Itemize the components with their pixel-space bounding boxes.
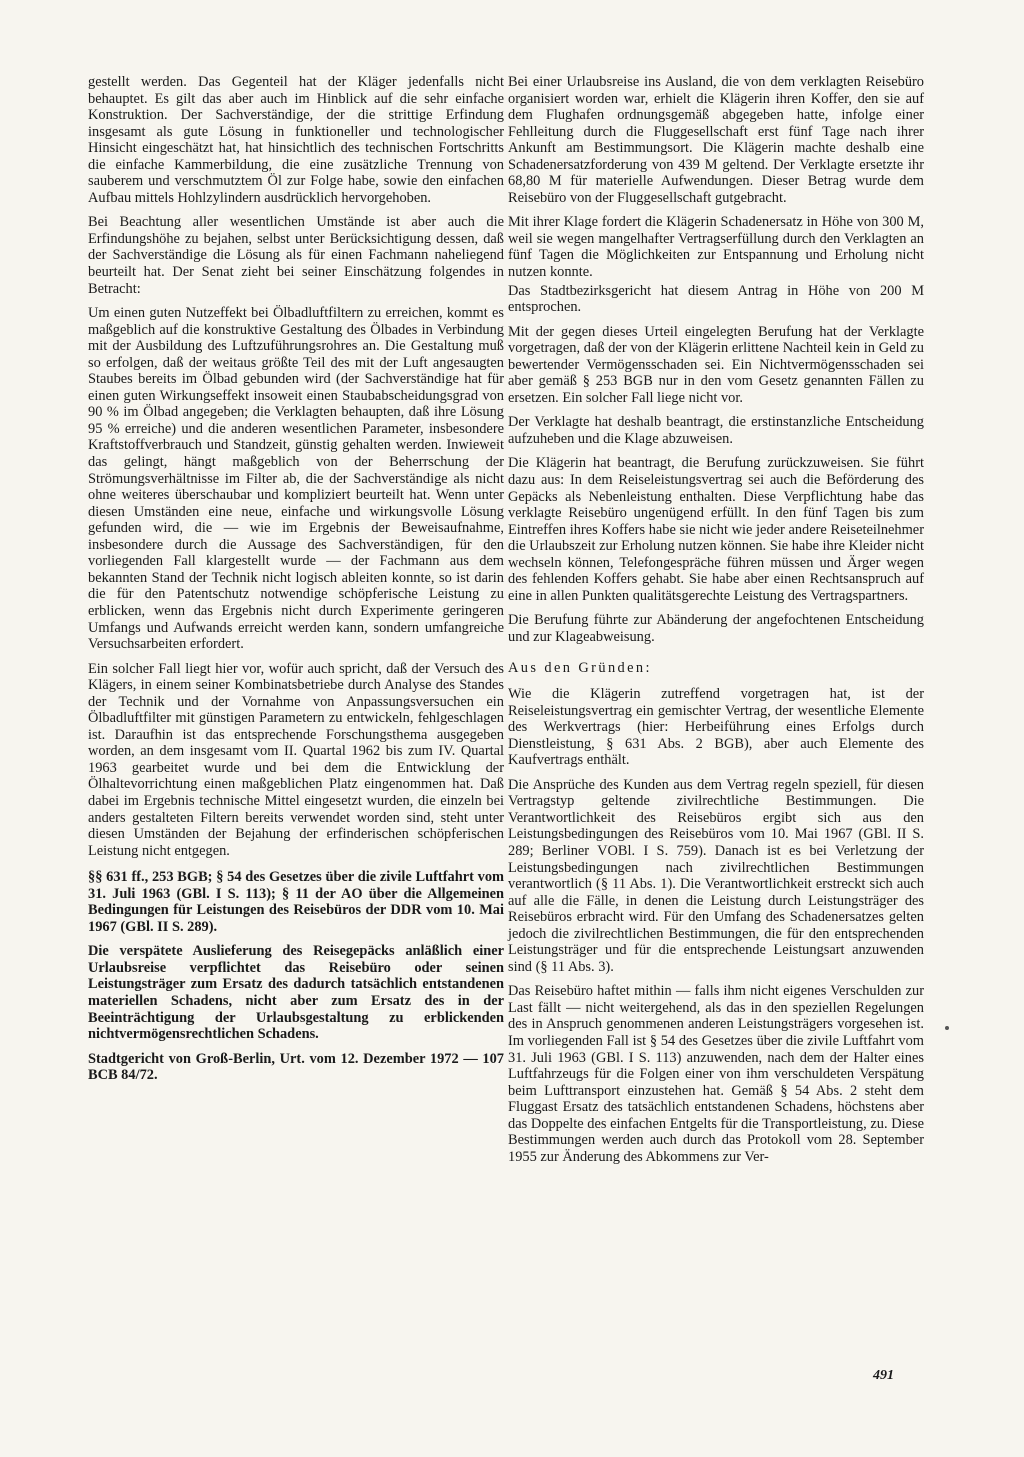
headnote-citation: §§ 631 ff., 253 BGB; § 54 des Gesetzes über die zivile Luftfahrt vom 31. Juli 1963 (GBl. I S. 113); § 11 der AO über die Allgemeinen Bedingungen für Leistungen des Reisebüros der DDR vom 10. Mai 1967 (GBl. II S. 289). xyxy=(88,869,504,935)
headnote-court: Stadtgericht von Groß-Berlin, Urt. vom 12. Dezember 1972 — 107 BCB 84/72. xyxy=(88,1050,504,1084)
left-paragraph-4: Ein solcher Fall liegt hier vor, wofür auch spricht, daß der Versuch des Klägers, in einem seiner Kombinatsbetriebe durch Analyse des Standes der Technik und der Vornahme von Anpassungsversuchen ein Ölbadluftfilter mit günstigen Parametern zu entwickeln, fehlgeschlagen ist. Daraufhin ist das entsprechende Forschungsthema ausgegeben worden, an dem insgesamt vom II. Quartal 1962 bis zum IV. Quartal 1963 gearbeitet wurde und bei dem die Entwicklung der Ölhaltevorrichtung einen maßgeblichen Platz eingenommen hat. Daß dabei im Ergebnis technische Mittel eingesetzt wurden, die einzeln bei anders gestalteten Filtern bereits verwendet worden sind, steht unter diesen Umständen der Bejahung der erfinderischen schöpferischen Leistung nicht entgegen. xyxy=(88,660,504,859)
scan-speck xyxy=(945,1026,949,1030)
right-paragraph-1: Bei einer Urlaubsreise ins Ausland, die von dem verklagten Reisebüro organisiert worden war, erhielt die Klägerin ihren Koffer, den sie auf dem Flughafen ordnungsgemäß abgegeben hatte, infolge einer Fehlleitung durch die Fluggesellschaft erst fünf Tage nach ihrer Ankunft am Bestimmungsort. Die Klägerin machte deshalb eine Schadenersatzforderung von 439 M geltend. Der Verklagte ersetzte ihr 68,80 M für materielle Aufwendungen. Dieser Betrag wurde dem Reisebüro von der Fluggesellschaft gutgebracht. xyxy=(508,74,924,206)
right-paragraph-6: Die Klägerin hat beantragt, die Berufung zurückzuweisen. Sie führt dazu aus: In dem Reiseleistungsvertrag sei auch die Beförderung des Gepäcks als Nebenleistung enthalten. Diese Verpflichtung habe das verklagte Reisebüro ungenügend erfüllt. In den fünf Tagen bis zum Eintreffen ihres Koffers habe sie nicht wie jeder andere Reiseteilnehmer die Urlaubszeit zur Erholung nutzen können. Sie habe ihre Kleider nicht wechseln können, Telefongespräche führen müssen und Ärger wegen des fehlenden Koffers gehabt. Sie habe aber einen Rechtsanspruch auf eine in allen Punkten qualitätsgerechte Leistung des Vertragspartners. xyxy=(508,455,924,604)
right-paragraph-3: Das Stadtbezirksgericht hat diesem Antrag in Höhe von 200 M entsprochen. xyxy=(508,282,924,316)
right-paragraph-7: Die Berufung führte zur Abänderung der angefochtenen Entscheidung und zur Klageabweisung. xyxy=(508,612,924,645)
reasons-paragraph-3: Das Reisebüro haftet mithin — falls ihm nicht eigenes Verschulden zur Last fällt — nicht weitergehend, als das in den speziellen Regelungen des in Anspruch genommenen anderen Leistungsträgers vorgesehen ist. Im vorliegenden Fall ist § 54 des Gesetzes über die zivile Luftfahrt vom 31. Juli 1963 (GBl. I S. 113) anzuwenden, nach dem der Halter eines Luftfahrzeugs für die Folgen einer von ihm verschuldeten Verspätung beim Lufttransport einzustehen hat. Gemäß § 54 Abs. 2 steht dem Fluggast Ersatz des tatsächlich entstandenen Schadens, höchstens aber das Doppelte des einfachen Entgelts für die Transportleistung, zu. Diese Bestimmungen werden auch durch das Protokoll vom 28. September 1955 zur Änderung des Abkommens zur Ver- xyxy=(508,983,924,1165)
left-paragraph-2: Bei Beachtung aller wesentlichen Umstände ist aber auch die Erfindungshöhe zu bejahen, selbst unter Berücksichtigung dessen, daß der Sachverständige die Lösung als für einen Fachmann naheliegend beurteilt hat. Der Senat zieht bei seiner Einschätzung folgendes in Betracht: xyxy=(88,214,504,297)
reasons-paragraph-2: Die Ansprüche des Kunden aus dem Vertrag regeln speziell, für diesen Vertragstyp geltende zivilrechtliche Bestimmungen. Die Verantwortlichkeit des Reisebüros ergibt sich aus den Leistungsbedingungen des Reisebüros vom 10. Mai 1967 (GBl. II S. 289; Berliner VOBl. I S. 759). Danach ist es bei Verletzung der Leistungsbedingungen nach zivilrechtlichen Bestimmungen verantwortlich (§ 11 Abs. 1). Die Verantwortlichkeit erstreckt sich auch auf alle die Fälle, in denen die Leistung durch Leistungsträger des Reisebüros erbracht wird. Für den Umfang des Schadenersatzes gelten jedoch die zivilrechtlichen Bestimmungen, die für den entsprechenden Leistungsträger und für die entsprechende Leistungsart anzuwenden sind (§ 11 Abs. 3). xyxy=(508,776,924,975)
right-column xyxy=(508,74,924,1173)
reasons-heading: Aus den Gründen: xyxy=(508,659,652,676)
right-paragraph-4: Mit der gegen dieses Urteil eingelegten Berufung hat der Verklagte vorgetragen, daß der von der Klägerin erlittene Nachteil kein in Geld zu bewertender Vermögensschaden sei. Ein Nichtvermögensschaden sei aber gemäß § 253 BGB nur in den vom Gesetz genannten Fällen zu ersetzen. Ein solcher Fall liege nicht vor. xyxy=(508,323,924,406)
right-paragraph-5: Der Verklagte hat deshalb beantragt, die erstinstanzliche Entscheidung aufzuheben und die Klage abzuweisen. xyxy=(508,414,924,447)
reasons-paragraph-1: Wie die Klägerin zutreffend vorgetragen hat, ist der Reiseleistungsvertrag ein gemischter Vertrag, der wesentliche Elemente des Werkvertrags (hier: Herbeiführung eines Erfolgs durch Dienstleistung, § 631 Abs. 2 BGB), aber auch Elemente des Kaufvertrags enthält. xyxy=(508,686,924,769)
left-paragraph-3: Um einen guten Nutzeffekt bei Ölbadluftfiltern zu erreichen, kommt es maßgeblich auf die konstruktive Gestaltung des Ölbades in Verbindung mit der Ausbildung des Luftzuführungsrohres an. Die Gestaltung muß so erfolgen, daß der weitaus größte Teil des mit der Luft angesaugten Staubes bereits im Ölbad gebunden wird (der Sachverständige hat für einen guten Wirkungseffekt insoweit einen Staubabscheidungsgrad von 90 % im Ölbad angegeben; die Verklagten behaupten, daß ihre Lösung 95 % erreiche) und die anderen wesentlichen Parameter, insbesondere Kraftstoffverbrauch und Standzeit, günstig gehalten werden. Inwieweit das gelingt, hängt maßgeblich von der Beherrschung der Strömungsverhältnisse im Filter ab, die der Sachverständige als nicht ohne weiteres überschaubar und kompliziert beurteilt hat. Wenn unter diesen Umständen eine neue, einfache und wirkungsvolle Lösung gefunden wird, die — wie im Ergebnis der Beweisaufnahme, insbesondere durch die Aussage des Sachverständigen, für den vorliegenden Fall klargestellt wurde — der Fachmann aus dem bekannten Stand der Technik nicht logisch ableiten konnte, so ist darin die für den Patentschutz notwendige schöpferische Leistung zu erblicken, wenn das Ergebnis nicht durch Experimente geringeren Umfangs und Aufwands erreicht werden kann, sondern umfangreiche Versuchsarbeiten erfordert. xyxy=(88,305,504,653)
right-paragraph-2: Mit ihrer Klage fordert die Klägerin Schadenersatz in Höhe von 300 M, weil sie wegen mangelhafter Vertragserfüllung durch den Verklagten an fünf Tagen die Möglichkeiten zur Entspannung und Erholung nicht nutzen konnte. xyxy=(508,214,924,281)
page-number: 491 xyxy=(873,1368,894,1383)
left-paragraph-1: gestellt werden. Das Gegenteil hat der Kläger jedenfalls nicht behauptet. Es gilt das aber auch im Hinblick auf die sehr einfache Konstruktion. Der Sachverständige, der die strittige Erfindung insgesamt als gute Lösung in funktioneller und technologischer Hinsicht eingeschätzt hat, hat hinsichtlich des technischen Fortschritts die einfache Kammerbildung, die eine zusätzliche Trennung von sauberem und verschmutztem Öl zur Folge habe, sowie den einfachen Aufbau mittels Hohlzylindern ausdrücklich hervorgehoben. xyxy=(88,74,504,206)
headnote-summary: Die verspätete Auslieferung des Reisegepäcks anläßlich einer Urlaubsreise verpflichtet das Reisebüro oder seinen Leistungsträger zum Ersatz des dadurch tatsächlich entstandenen materiellen Schadens, nicht aber zum Ersatz des in der Beeinträchtigung der Urlaubsgestaltung zu erblickenden nichtvermögensrechtlichen Schadens. xyxy=(88,943,504,1043)
left-column xyxy=(88,74,504,1092)
